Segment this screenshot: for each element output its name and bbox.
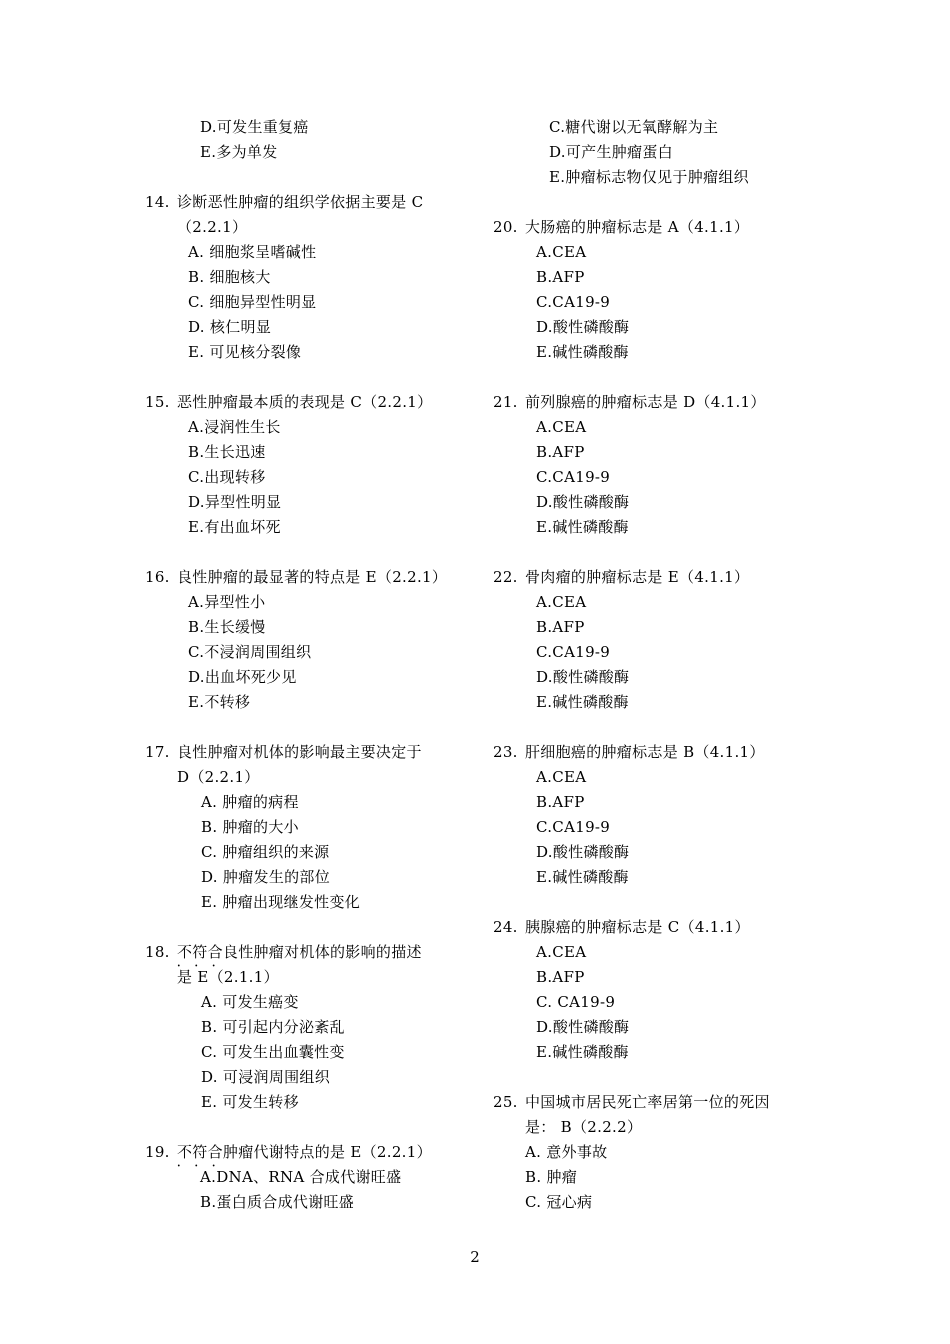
- question-stem: [493, 215, 833, 240]
- emphasized-text: 不符合 • • •: [177, 1143, 223, 1161]
- question-text: 前列腺癌的肿瘤标志是 D（4.1.1）: [525, 393, 766, 411]
- option: E.不转移: [188, 693, 251, 711]
- option: E.多为单发: [200, 143, 278, 161]
- option: C. 冠心病: [525, 1193, 593, 1211]
- question-14: [145, 190, 485, 365]
- option: C.糖代谢以无氧酵解为主: [549, 118, 719, 136]
- question-16: [145, 565, 485, 715]
- option: B.生长缓慢: [188, 618, 266, 636]
- option: C.CA19-9: [536, 818, 611, 836]
- question-22: [493, 565, 833, 715]
- question-17: [145, 740, 485, 915]
- question-text: 中国城市居民死亡率居第一位的死因: [525, 1093, 770, 1111]
- question-13-continued: [145, 115, 485, 165]
- question-number: 18.: [145, 943, 170, 961]
- question-text: 肝细胞癌的肿瘤标志是 B（4.1.1）: [525, 743, 765, 761]
- question-23: [493, 740, 833, 890]
- question-text: 良性肿瘤对机体的影响的描述: [222, 943, 422, 961]
- option: D.异型性明显: [188, 493, 282, 511]
- question-text: 肿瘤代谢特点的是 E（2.2.1）: [222, 1143, 432, 1161]
- option: C. 可发生出血囊性变: [201, 1043, 345, 1061]
- question-stem: [493, 565, 833, 590]
- option: E.碱性磷酸酶: [536, 1043, 629, 1061]
- option: D.酸性磷酸酶: [536, 1018, 630, 1036]
- option: E.碱性磷酸酶: [536, 868, 629, 886]
- option: C.CA19-9: [536, 468, 611, 486]
- option: C.CA19-9: [536, 293, 611, 311]
- option: B.AFP: [536, 268, 585, 286]
- option: A. 肿瘤的病程: [201, 793, 299, 811]
- question-24: [493, 915, 833, 1065]
- option: E.碱性磷酸酶: [536, 343, 629, 361]
- option: B.蛋白质合成代谢旺盛: [200, 1193, 355, 1211]
- option: D.酸性磷酸酶: [536, 318, 630, 336]
- option: C. 肿瘤组织的来源: [201, 843, 330, 861]
- option: B.AFP: [536, 618, 585, 636]
- question-text: 大肠癌的肿瘤标志是 A（4.1.1）: [525, 218, 750, 236]
- option: A.CEA: [536, 768, 587, 786]
- question-stem: [493, 1090, 833, 1115]
- option: B.AFP: [536, 968, 585, 986]
- left-column: [145, 115, 485, 1240]
- option: C. 细胞异型性明显: [188, 293, 317, 311]
- question-stem: [493, 390, 833, 415]
- option: D. 肿瘤发生的部位: [201, 868, 331, 886]
- question-number: 16.: [145, 568, 170, 586]
- question-number: 15.: [145, 393, 170, 411]
- option: E. 可发生转移: [201, 1093, 299, 1111]
- option: B. 细胞核大: [188, 268, 271, 286]
- option: D.可发生重复癌: [200, 118, 309, 136]
- option: D.酸性磷酸酶: [536, 843, 630, 861]
- option: C. CA19-9: [536, 993, 616, 1011]
- question-number: 21.: [493, 393, 518, 411]
- question-stem: [145, 190, 485, 215]
- option: E.碱性磷酸酶: [536, 693, 629, 711]
- question-text: 骨肉瘤的肿瘤标志是 E（4.1.1）: [525, 568, 750, 586]
- option: A. 意外事故: [525, 1143, 608, 1161]
- question-stem: [145, 1140, 485, 1165]
- option: A.CEA: [536, 243, 587, 261]
- option: A.DNA、RNA 合成代谢旺盛: [200, 1168, 402, 1186]
- option: C.出现转移: [188, 468, 266, 486]
- question-text: 胰腺癌的肿瘤标志是 C（4.1.1）: [525, 918, 750, 936]
- option: C.CA19-9: [536, 643, 611, 661]
- question-number: 17.: [145, 743, 170, 761]
- option: B. 肿瘤: [525, 1168, 578, 1186]
- right-column: [493, 115, 833, 1240]
- question-21: [493, 390, 833, 540]
- option: E. 可见核分裂像: [188, 343, 302, 361]
- option: E.碱性磷酸酶: [536, 518, 629, 536]
- option: D.酸性磷酸酶: [536, 493, 630, 511]
- question-stem: [493, 740, 833, 765]
- question-number: 23.: [493, 743, 518, 761]
- option: A.CEA: [536, 593, 587, 611]
- question-stem: [145, 390, 485, 415]
- question-stem: [145, 565, 485, 590]
- option: A.浸润性生长: [188, 418, 281, 436]
- option: A.CEA: [536, 943, 587, 961]
- question-18: [145, 940, 485, 1115]
- option: A. 细胞浆呈嗜碱性: [188, 243, 317, 261]
- question-stem-continued: 是： B（2.2.2）: [525, 1118, 643, 1136]
- question-stem: [493, 915, 833, 940]
- option: B.生长迅速: [188, 443, 266, 461]
- question-stem: [145, 740, 485, 765]
- question-stem-continued: 是 E（2.1.1）: [177, 968, 279, 986]
- question-number: 25.: [493, 1093, 518, 1111]
- question-text: 良性肿瘤对机体的影响最主要决定于: [177, 743, 422, 761]
- option: B. 肿瘤的大小: [201, 818, 299, 836]
- question-25: [493, 1090, 833, 1215]
- option: B. 可引起内分泌紊乱: [201, 1018, 345, 1036]
- option: D.可产生肿瘤蛋白: [549, 143, 673, 161]
- option: A.CEA: [536, 418, 587, 436]
- question-19: [145, 1140, 485, 1215]
- option: E. 肿瘤出现继发性变化: [201, 893, 361, 911]
- question-text: 良性肿瘤的最显著的特点是 E（2.2.1）: [177, 568, 448, 586]
- question-text: 恶性肿瘤最本质的表现是 C（2.2.1）: [177, 393, 433, 411]
- emphasized-text: 不符合 • • •: [177, 943, 223, 961]
- option: D. 核仁明显: [188, 318, 272, 336]
- question-number: 24.: [493, 918, 518, 936]
- page-number: 2: [470, 1248, 480, 1266]
- question-15: [145, 390, 485, 540]
- option: B.AFP: [536, 793, 585, 811]
- question-stem-continued: D（2.2.1）: [177, 768, 260, 786]
- option: A. 可发生癌变: [201, 993, 299, 1011]
- question-number: 14.: [145, 193, 170, 211]
- option: E.有出血坏死: [188, 518, 281, 536]
- option: D.酸性磷酸酶: [536, 668, 630, 686]
- question-number: 22.: [493, 568, 518, 586]
- option: B.AFP: [536, 443, 585, 461]
- question-19-continued: [493, 115, 833, 190]
- question-number: 19.: [145, 1143, 170, 1161]
- question-text: 诊断恶性肿瘤的组织学依据主要是 C: [177, 193, 424, 211]
- option: D.出血坏死少见: [188, 668, 297, 686]
- question-stem-continued: （2.2.1）: [177, 218, 248, 236]
- question-stem: [145, 940, 485, 965]
- option: D. 可浸润周围组织: [201, 1068, 331, 1086]
- option: A.异型性小: [188, 593, 266, 611]
- option: E.肿瘤标志物仅见于肿瘤组织: [549, 168, 749, 186]
- option: C.不浸润周围组织: [188, 643, 312, 661]
- question-number: 20.: [493, 218, 518, 236]
- question-20: [493, 215, 833, 365]
